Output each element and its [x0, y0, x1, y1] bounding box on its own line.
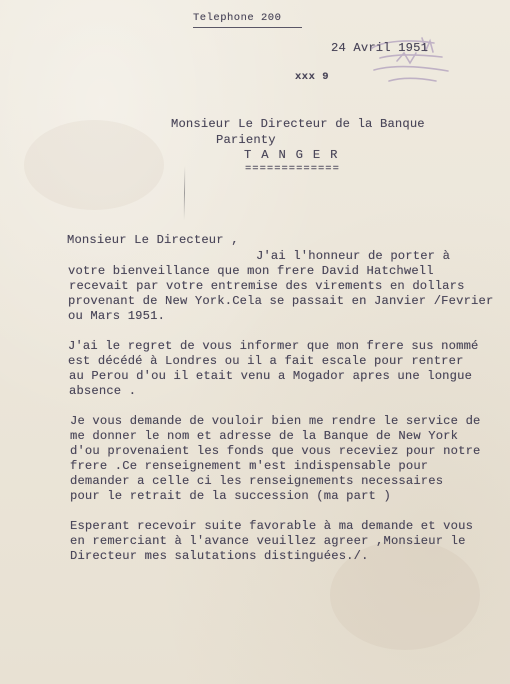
paragraph-2-line-4: absence . — [69, 384, 137, 398]
pencil-mark — [184, 166, 186, 220]
paragraph-4-line-3: Directeur mes salutations distinguées./. — [70, 549, 369, 563]
paper-stain — [24, 120, 164, 210]
letter-date: 24 Avril 1951 — [331, 41, 429, 55]
paragraph-1-line-3: recevait par votre entremise des virements en dollars — [69, 279, 465, 293]
telephone-header: Telephone 200 — [193, 12, 282, 24]
paragraph-3-line-6: pour le retrait de la succession (ma part ) — [70, 489, 391, 503]
paragraph-3-line-3: d'ou provenaient les fonds que vous receviez pour notre — [70, 444, 481, 458]
telephone-underline — [193, 27, 302, 28]
paragraph-2-line-3: au Perou d'ou il etait venu a Mogador apres une longue — [69, 369, 473, 383]
paragraph-1-line-5: ou Mars 1951. — [68, 309, 166, 323]
paragraph-3-line-4: frere .Ce renseignement m'est indispensable pour — [70, 459, 429, 473]
paragraph-2-line-1: J'ai le regret de vous informer que mon frere sus nommé — [68, 339, 479, 353]
salutation: Monsieur Le Directeur , — [67, 233, 239, 247]
recipient-underline: ============= — [245, 163, 340, 175]
recipient-city: T A N G E R — [244, 148, 339, 162]
reference-mark: xxx 9 — [295, 71, 330, 83]
paragraph-3-line-5: demander a celle ci les renseignements necessaires — [70, 474, 444, 488]
paragraph-4-line-1: Esperant recevoir suite favorable à ma demande et vous — [70, 519, 474, 533]
paragraph-1-line-2: votre bienveillance que mon frere David Hatchwell — [68, 264, 434, 278]
paragraph-2-line-2: est décédé à Londres ou il a fait escale pour rentrer — [68, 354, 464, 368]
paragraph-4-line-2: en remerciant à l'avance veuillez agreer ,Monsieur le — [70, 534, 466, 548]
recipient-line-1: Monsieur Le Directeur de la Banque — [171, 117, 425, 131]
paragraph-1-line-1: J'ai l'honneur de porter à — [256, 249, 451, 263]
paragraph-3-line-1: Je vous demande de vouloir bien me rendre le service de — [70, 414, 481, 428]
recipient-line-2: Parienty — [216, 133, 276, 147]
paragraph-1-line-4: provenant de New York.Cela se passait en Janvier /Fevrier — [68, 294, 494, 308]
paragraph-3-line-2: me donner le nom et adresse de la Banque de New York — [70, 429, 459, 443]
